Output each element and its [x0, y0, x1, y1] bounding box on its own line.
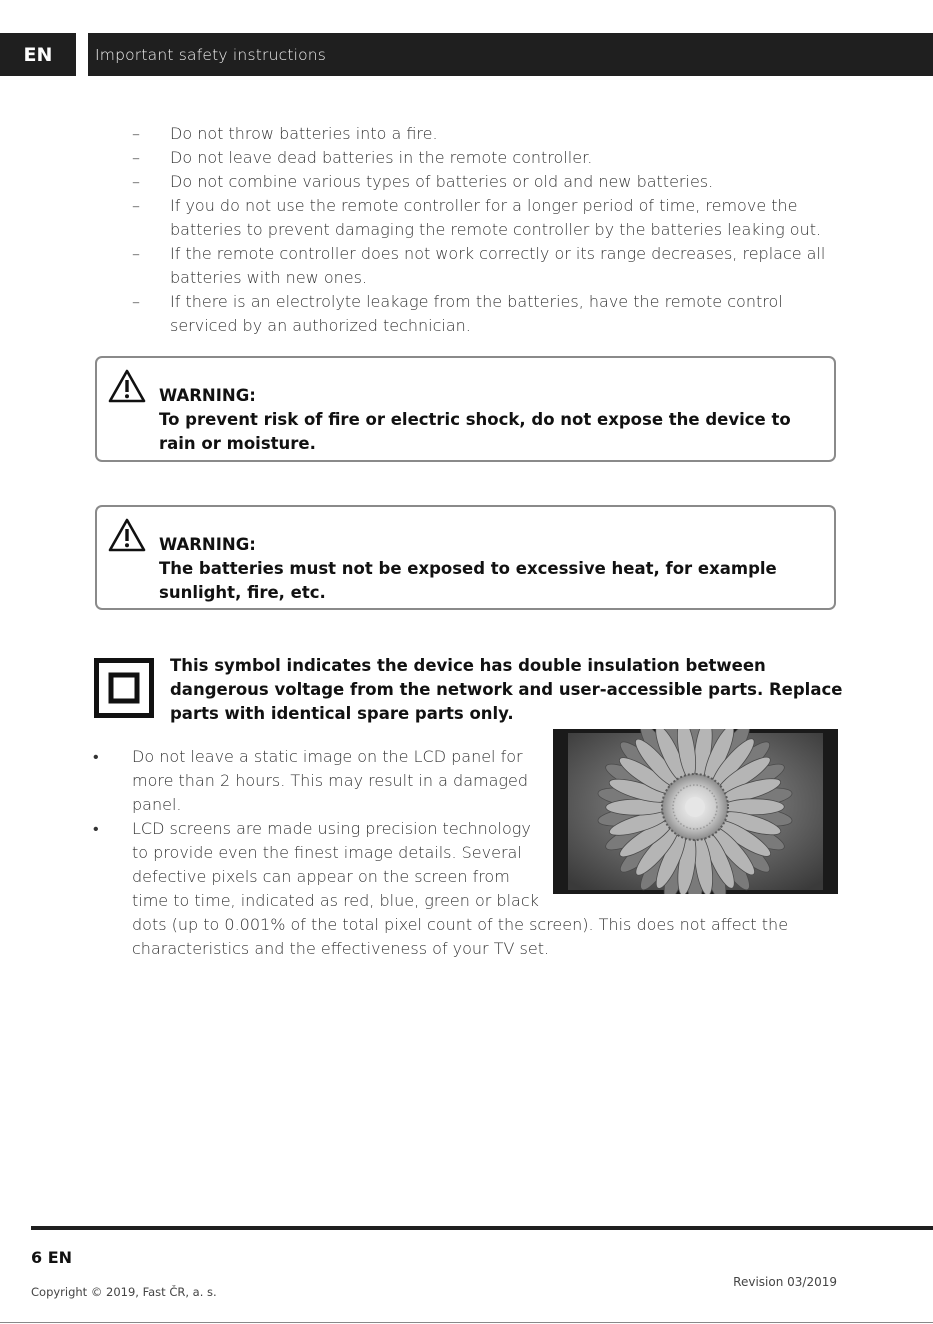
double-insulation-icon	[94, 658, 154, 722]
dash-marker: –	[132, 172, 140, 191]
list-item	[132, 122, 852, 146]
list-item	[93, 817, 813, 961]
list-item-text: If you do not use the remote controller for a longer period of time, remove the batteries to prevent damaging the remote controller by the batteries leaking out.	[170, 196, 822, 239]
dash-marker: –	[132, 292, 140, 311]
warning-triangle-icon	[107, 517, 147, 560]
list-item	[132, 242, 852, 290]
list-item-text: Do not combine various types of batteries or old and new batteries.	[170, 172, 714, 191]
dash-marker: –	[132, 196, 140, 215]
revision-text: Revision 03/2019	[733, 1275, 837, 1289]
warning-box-moisture	[95, 356, 836, 462]
page-number: 6 EN	[31, 1248, 73, 1267]
dash-marker: –	[132, 244, 140, 263]
warning-text: To prevent risk of fire or electric shock, do not expose the device to rain or moisture.	[159, 410, 791, 453]
warning-content	[159, 533, 814, 605]
lcd-notes	[93, 745, 813, 961]
list-item-text: If there is an electrolyte leakage from the batteries, have the remote control serviced by an authorized technician.	[170, 292, 783, 335]
dash-marker: –	[132, 124, 140, 143]
warning-box-heat	[95, 505, 836, 610]
battery-instructions	[132, 122, 852, 338]
warning-content	[159, 384, 814, 456]
bullet-marker: •	[93, 819, 99, 838]
list-item-text: If the remote controller does not work correctly or its range decreases, replace all batteries with new ones.	[170, 244, 826, 287]
section-header	[88, 33, 933, 76]
insulation-notice: This symbol indicates the device has double insulation between dangerous voltage from the network and user-accessible parts. Replace parts with identical spare parts only.	[170, 656, 843, 723]
language-tab: EN	[0, 33, 76, 76]
copyright-text: Copyright © 2019, Fast ČR, a. s.	[31, 1285, 217, 1299]
list-item-text: Do not throw batteries into a fire.	[170, 124, 438, 143]
list-item	[93, 745, 813, 817]
list-item	[132, 194, 852, 242]
bullet-marker: •	[93, 747, 99, 766]
warning-title: WARNING:	[159, 535, 256, 554]
warning-text: The batteries must not be exposed to excessive heat, for example sunlight, fire, etc.	[159, 559, 777, 602]
warning-triangle-icon	[107, 368, 147, 411]
list-item-text: LCD screens are made using precision technology to provide even the finest image details. Several defective pixels can appear on the screen from time to time, indicated as red, blue, green or black dots (up to 0.001% of the total pixel count of the screen). This does not affect the characteristics and the effectiveness of your TV set.	[132, 819, 789, 958]
page-edge-line	[0, 1322, 933, 1323]
list-item	[132, 146, 852, 170]
list-item-text: Do not leave a static image on the LCD panel for more than 2 hours. This may result in a damaged panel.	[132, 747, 528, 814]
dash-marker: –	[132, 148, 140, 167]
list-item	[132, 170, 852, 194]
list-item-text: Do not leave dead batteries in the remote controller.	[170, 148, 593, 167]
warning-title: WARNING:	[159, 386, 256, 405]
list-item	[132, 290, 852, 338]
section-title: Important safety instructions	[95, 45, 327, 64]
footer-rule	[31, 1226, 933, 1230]
